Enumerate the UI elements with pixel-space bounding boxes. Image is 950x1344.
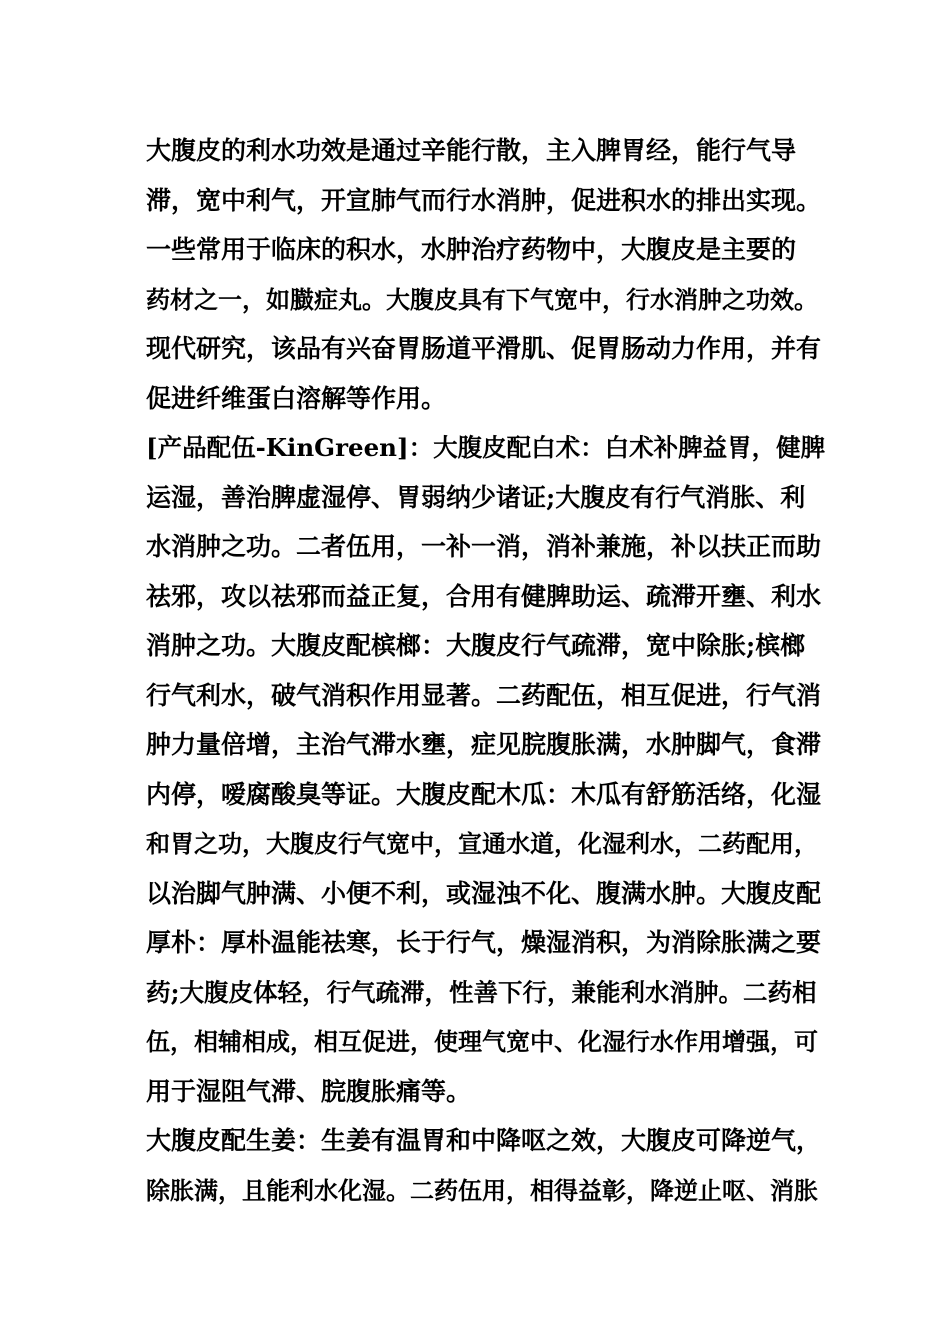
paragraph-compatibility <box>146 423 826 1116</box>
text-line: 伍，相辅相成，相互促进，使理气宽中、化湿行水作用增强，可 <box>146 1027 818 1056</box>
text-line: 内停，嗳腐酸臭等证。大腹皮配木瓜：木瓜有舒筋活络，化湿 <box>146 779 822 809</box>
text-line: 肿力量倍增，主治气滞水壅，症见脘腹胀满，水肿脚气，食滞 <box>146 730 822 759</box>
text-line: 水消肿之功。二者伍用，一补一消，消补兼施，补以扶正而助 <box>146 532 822 561</box>
text-line: 现代研究，该品有兴奋胃肠道平滑肌、促胃肠动力作用，并有 <box>146 334 822 363</box>
text-line: 除胀满，且能利水化湿。二药伍用，相得益彰，降逆止呕、消胀 <box>146 1175 818 1205</box>
text-line: 运湿，善治脾虚湿停、胃弱纳少诸证;大腹皮有行气消胀、利 <box>146 482 806 512</box>
text-line: 促进纤维蛋白溶解等作用。 <box>146 383 447 413</box>
text-line: 以治脚气肿满、小便不利，或湿浊不化、腹满水肿。大腹皮配 <box>146 878 822 908</box>
text-line: 行气利水，破气消积作用显著。二药配伍，相互促进，行气消 <box>146 680 822 710</box>
paragraph-ginger <box>146 1116 822 1215</box>
text-line: 大腹皮的利水功效是通过辛能行散，主入脾胃经，能行气导 <box>146 136 797 165</box>
document-body <box>146 126 826 1215</box>
text-line: [产品配伍-KinGreen]：大腹皮配白术：白术补脾益胃，健脾 <box>146 433 826 462</box>
text-line: 祛邪，攻以祛邪而益正复，合用有健脾助运、疏滞开壅、利水 <box>146 581 822 611</box>
text-line: 大腹皮配生姜：生姜有温胃和中降呕之效，大腹皮可降逆气， <box>146 1126 822 1155</box>
text-line: 用于湿阻气滞、脘腹胀痛等。 <box>146 1076 472 1106</box>
text-line: 药材之一，如臌症丸。大腹皮具有下气宽中，行水消肿之功效。 <box>146 284 818 314</box>
text-line: 滞，宽中利气，开宣肺气而行水消肿，促进积水的排出实现。 <box>146 185 822 215</box>
text-line: 厚朴：厚朴温能祛寒，长于行气，燥湿消积，为消除胀满之要 <box>146 928 822 957</box>
text-line: 药;大腹皮体轻，行气疏滞，性善下行，兼能利水消肿。二药相 <box>146 977 817 1007</box>
text-line: 和胃之功，大腹皮行气宽中，宣通水道，化湿利水，二药配用， <box>146 829 818 858</box>
text-line: 一些常用于临床的积水，水肿治疗药物中，大腹皮是主要的 <box>146 235 797 264</box>
paragraph-efficacy <box>146 126 822 423</box>
text-line: 消肿之功。大腹皮配槟榔：大腹皮行气疏滞，宽中除胀;槟榔 <box>146 631 806 660</box>
